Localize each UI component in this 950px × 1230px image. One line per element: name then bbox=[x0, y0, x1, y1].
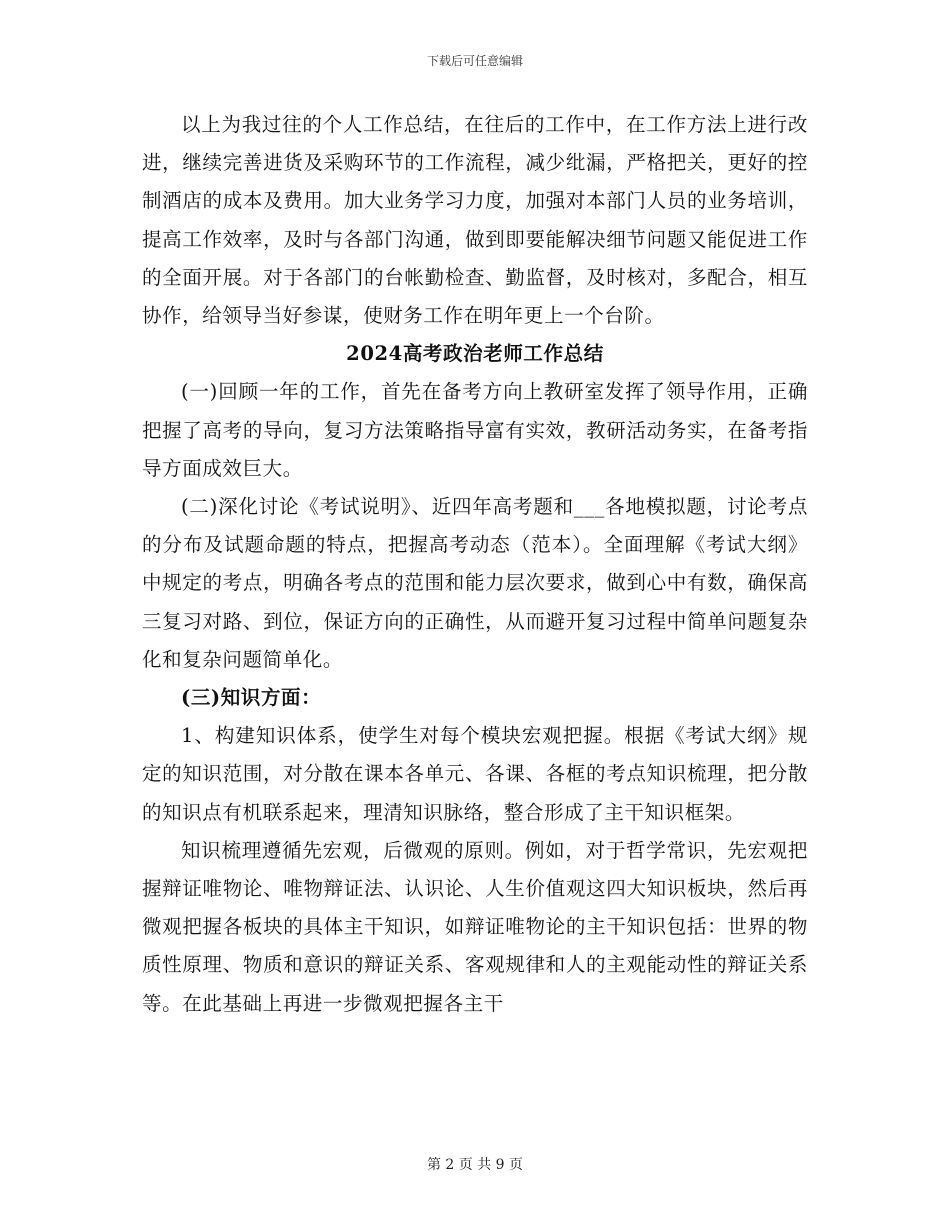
section-title: 2024高考政治老师工作总结 bbox=[346, 342, 604, 366]
subsection-title-knowledge: (三)知识方面： bbox=[181, 686, 322, 710]
paragraph-knowledge-system: 1、构建知识体系，使学生对每个模块宏观把握。根据《考试大纲》规定的知识范围，对分散在课本各单元、各课、各框的考点知识梳理，把分散的知识点有机联系起来，理清知识脉络，整合形成了主干知识框架。 bbox=[142, 724, 808, 824]
page-number: 第 2 页 共 9 页 bbox=[426, 1157, 524, 1173]
paragraph-review: (一)回顾一年的工作，首先在备考方向上教研室发挥了领导作用，正确把握了高考的导向，复习方法策略指导富有实效，教研活动务实，在备考指导方面成效巨大。 bbox=[142, 380, 808, 480]
paragraph-knowledge-sorting: 知识梳理遵循先宏观，后微观的原则。例如，对于哲学常识，先宏观把握辩证唯物论、唯物辩证法、认识论、人生价值观这四大知识板块，然后再微观把握各板块的具体主干知识，如辩证唯物论的主干知识包括：世界的物质性原理、物质和意识的辩证关系、客观规律和人的主观能动性的辩证关系等。在此基础上再进一步微观把握各主干 bbox=[142, 838, 808, 1015]
paragraph-exam-study: (二)深化讨论《考试说明》、近四年高考题和___各地模拟题，讨论考点的分布及试题命题的特点，把握高考动态（范本）。全面理解《考试大纲》中规定的考点，明确各考点的范围和能力层次要求，做到心中有数，确保高三复习对路、到位，保证方向的正确性，从而避开复习过程中简单问题复杂化和复杂问题简单化。 bbox=[142, 495, 808, 671]
page-header: 下载后可任意编辑 bbox=[426, 54, 523, 68]
paragraph-work-summary-conclusion: 以上为我过往的个人工作总结，在往后的工作中，在工作方法上进行改进，继续完善进货及采购环节的工作流程，减少纰漏，严格把关，更好的控制酒店的成本及费用。加大业务学习力度，加强对本部门人员的业务培训，提高工作效率，及时与各部门沟通，做到即要能解决细节问题又能促进工作的全面开展。对于各部门的台帐勤检查、勤监督，及时核对，多配合，相互协作，给领导当好参谋，使财务工作在明年更上一个台阶。 bbox=[142, 113, 808, 328]
document-body bbox=[142, 106, 808, 1023]
